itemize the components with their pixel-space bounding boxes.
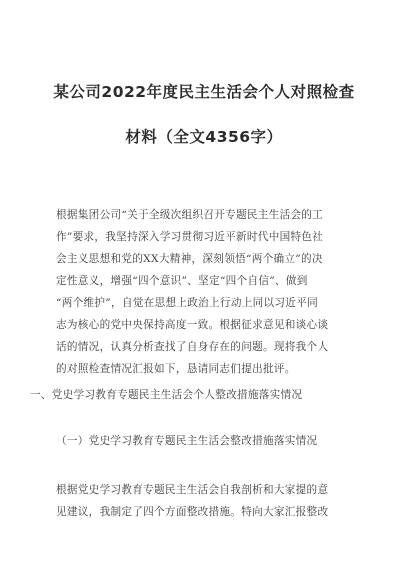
paragraph-line: 定性意义，增强“四个意识”、坚定“四个自信”、做到 [56, 275, 308, 287]
document-title-line-2: 材料（全文4356字） [125, 128, 283, 146]
paragraph-line: 作”要求，我坚持深入学习贯彻习近平新时代中国特色社 [56, 231, 324, 243]
paragraph-line: 的对照检查情况汇报如下，恳请同志们提出批评。 [56, 363, 296, 375]
subsection-heading: （一）党史学习教育专题民主生活会整改措施落实情况 [56, 435, 318, 447]
paragraph-line: 根据党史学习教育专题民主生活会自我剖析和大家提的意 [56, 484, 329, 496]
paragraph-line: 根据集团公司“关于全级次组织召开专题民主生活会的工 [56, 209, 324, 221]
paragraph-line: 志为核心的党中央保持高度一致。根据征求意见和谈心谈 [56, 319, 329, 331]
intro-paragraph [56, 204, 356, 380]
paragraph-line: 话的情况，认真分析查找了自身存在的问题。现将我个人 [56, 341, 329, 353]
paragraph-line: “两个维护”，自觉在思想上政治上行动上同以习近平同 [56, 297, 318, 309]
paragraph-line: 会主义思想和党的XX大精神，深刻领悟“两个确立”的决 [56, 253, 323, 265]
document-title-line-1: 某公司2022年度民主生活会个人对照检查 [53, 83, 355, 101]
paragraph-line: 见建议，我制定了四个方面整改措施。特向大家汇报整改 [56, 506, 329, 518]
body-paragraph [56, 479, 356, 523]
section-heading: 一、党史学习教育专题民主生活会个人整改措施落实情况 [30, 389, 303, 401]
